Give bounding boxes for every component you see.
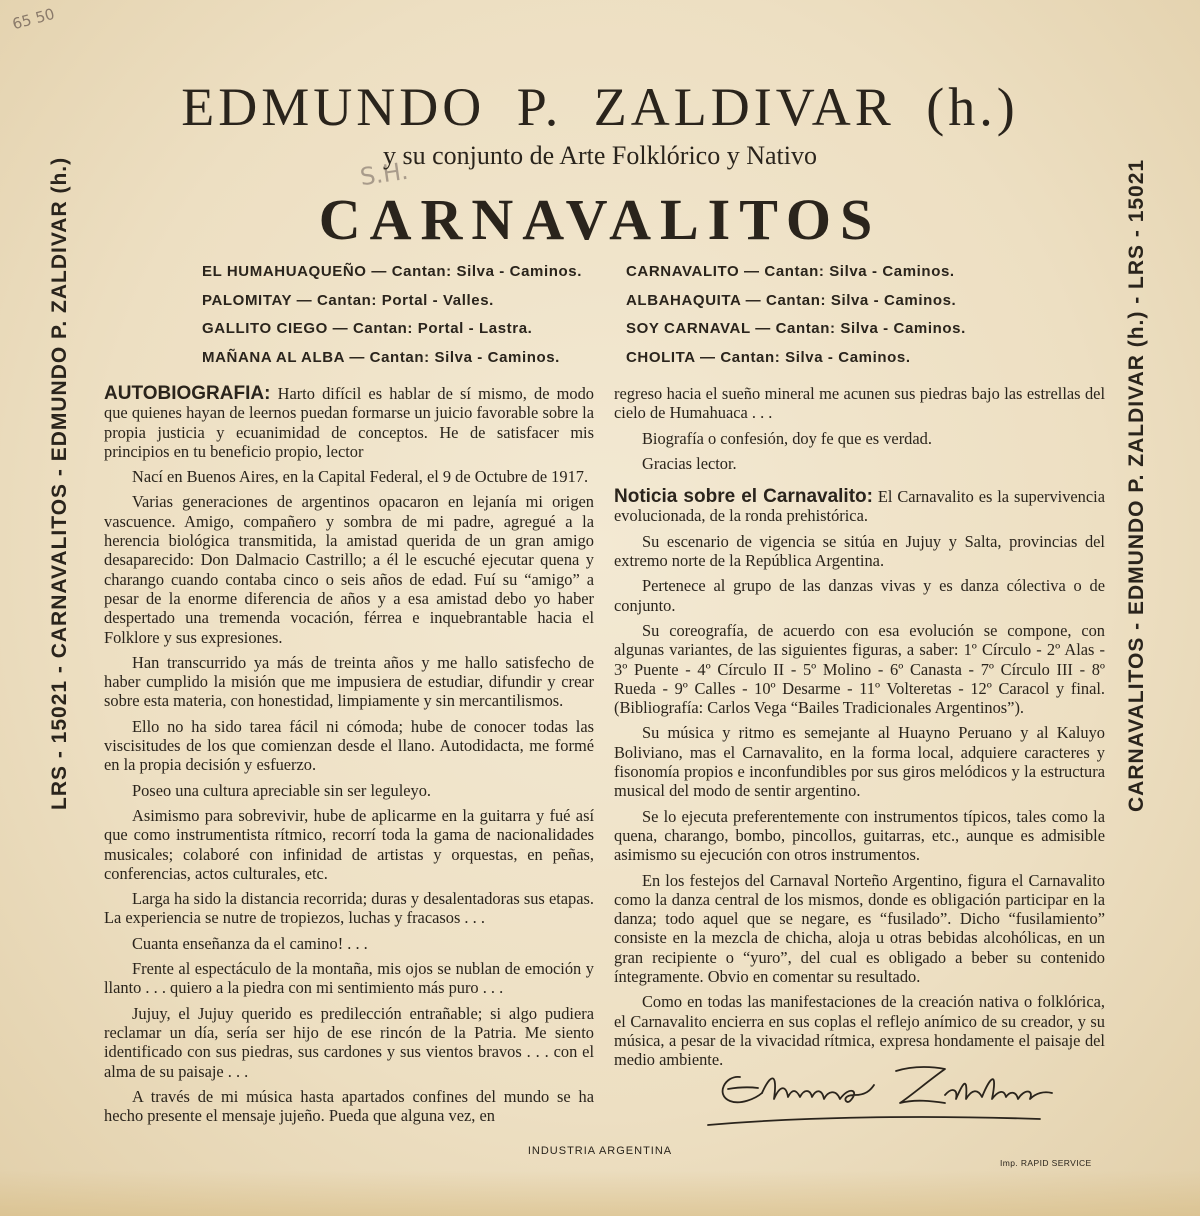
printer-credit: Imp. RAPID SERVICE — [1000, 1158, 1092, 1168]
track-item: SOY CARNAVAL — Cantan: Silva - Caminos. — [626, 320, 966, 337]
right-column — [614, 384, 1105, 1076]
spine-text-right: CARNAVALITOS - EDMUNDO P. ZALDIVAR (h.) - LRS - 15021 — [1125, 158, 1148, 812]
paragraph: Su coreografía, de acuerdo con esa evolución se compone, con algunas variantes, de las siguientes figuras, a saber: 1º Círculo - 2º Alas - 3º Puente - 4º Círculo II - 5º Molino - 6º Canasta - 7º Círculo III - 8º Rueda - 9º Calles - 10º Desarme - 11º Volteretas - 12º Caracol y final. (Bibliografía: Carlos Vega “Bailes Tradicionales Argentinos”). — [614, 620, 1105, 718]
autobiography-heading: AUTOBIOGRAFIA: — [104, 383, 271, 404]
pencil-initials-note: S.H. — [358, 156, 410, 192]
pencil-price-note: 65 50 — [10, 4, 57, 34]
paragraph: Su música y ritmo es semejante al Huayno Peruano y al Kaluyo Boliviano, mas el Carnavalito, en la forma local, adquiere caracteres y fisonomía propios e inconfundibles por sus giros melódicos y la estructura musical del modo de sentir argentino. — [614, 723, 1105, 801]
tracklist-side-a — [202, 258, 582, 372]
paragraph: Biografía o confesión, doy fe que es verdad. — [642, 428, 932, 448]
paragraph: Asimismo para sobrevivir, hube de aplicarme en la guitarra y fué así que como instrumentista rítmico, recorrí toda la gama de nacionalidades musicales; colaboré con infinidad de artistas y orquestas, en peñas, conferencias, actos culturales, etc. — [104, 805, 594, 883]
paragraph: Larga ha sido la distancia recorrida; duras y desalentadoras sus etapas. La experiencia se nutre de tropiezos, luchas y fracasos . . . — [104, 889, 594, 928]
autobiography-intro — [104, 384, 594, 461]
paragraph: En los festejos del Carnaval Norteño Argentino, figura el Carnavalito como la danza central de los mismos, donde es obligación participar en la danza; todo aquel que se negare, es “fusilado”. Dicho “fusilamiento” consiste en la mezcla de chicha, aloja u otras bebidas alcohólicas, en un gran recipiente o “yuro”, del cual es obligado a beber su contenido íntegramente. Obvio en comentar su resultado. — [614, 870, 1105, 987]
spine-text-left: LRS - 15021 - CARNAVALITOS - EDMUNDO P. ZALDIVAR (h.) — [48, 156, 71, 810]
paragraph: Nací en Buenos Aires, en la Capital Federal, el 9 de Octubre de 1917. — [132, 467, 589, 487]
track-item: MAÑANA AL ALBA — Cantan: Silva - Caminos. — [202, 348, 560, 366]
paragraph: Varias generaciones de argentinos opacaron en lejanía mi origen vascuence. Amigo, compañero y sombra de mi padre, agregué a la herencia biológica transmitida, la amistad querida de un gran amigo desaparecido: Don Dalmacio Castrillo; a él le escuché ejecutar quena y charango cuando contaba cinco o seis años de edad. Fuí su “amigo” a pesar de la enorme diferencia de años y a esa amistad debo yo haber despertado una tremenda vocación, férrea e inquebrantable hacia el Folklore y sus expresiones. — [104, 492, 594, 647]
paragraph: Gracias lector. — [642, 453, 737, 473]
track-item: PALOMITAY — Cantan: Portal - Valles. — [202, 291, 494, 309]
carnavalito-heading: Noticia sobre el Carnavalito: — [614, 486, 873, 508]
ensemble-subtitle: y su conjunto de Arte Folklórico y Nativo — [382, 141, 817, 170]
paragraph: Pertenece al grupo de las danzas vivas y es danza cólectiva o de conjunto. — [614, 576, 1105, 615]
artist-name: EDMUNDO P. ZALDIVAR (h.) — [181, 77, 1019, 137]
album-title: CARNAVALITOS — [318, 187, 882, 252]
paragraph: Han transcurrido ya más de treinta años y me hallo satisfecho de haber cumplido la misión que me impusiera de estudiar, difundir y crear sobre esta materia, con honestidad, limpiamente y sin mercantilismos. — [104, 652, 594, 711]
carnavalito-intro — [614, 487, 1105, 526]
tracklist-side-b — [626, 258, 966, 372]
track-item: EL HUMAHUAQUEÑO — Cantan: Silva - Caminos. — [202, 263, 582, 280]
paper-stain — [0, 1170, 1200, 1216]
track-item: GALLITO CIEGO — Cantan: Portal - Lastra. — [202, 320, 533, 337]
paragraph: Poseo una cultura apreciable sin ser leguleyo. — [132, 780, 432, 800]
paragraph: Frente al espectáculo de la montaña, mis ojos se nublan de emoción y llanto . . . quiero a la piedra con mi sentimiento más puro . . . — [104, 959, 594, 998]
track-item: CHOLITA — Cantan: Silva - Caminos. — [626, 348, 911, 366]
autobiography-column — [104, 384, 594, 1131]
paragraph: Jujuy, el Jujuy querido es predilección entrañable; si algo pudiera reclamar un día, sería ser hijo de ese rincón de la Patria. Me siento identificado con sus piedras, sus cardones y sus vientos bravos . . . con el alma de su paisaje . . . — [104, 1003, 594, 1081]
paragraph: Como en todas las manifestaciones de la creación nativa o folklórica, el Carnavalito encierra en sus coplas el reflejo anímico de su creador, y su música, a pesar de la vivacidad rítmica, expresa hondamente el paisaje del medio ambiente. — [614, 992, 1105, 1070]
autobiography-continuation: regreso hacia el sueño mineral me acunen sus piedras bajo las estrellas del cielo de Humahuaca . . . — [614, 384, 1105, 423]
paragraph: A través de mi música hasta apartados confines del mundo se ha hecho presente el mensaje jujeño. Pueda que alguna vez, en — [104, 1086, 594, 1126]
track-item: ALBAHAQUITA — Cantan: Silva - Caminos. — [626, 291, 957, 309]
paragraph: Se lo ejecuta preferentemente con instrumentos típicos, tales como la quena, charango, bombo, pincollos, guitarras, etc., aunque es admisible asimismo su ejecución con otros instrumentos. — [614, 806, 1105, 865]
autobiography-intro-text: Harto difícil es hablar de sí mismo, de modo que quienes hayan de leernos puedan formarse un juicio favorable sobre la propia justicia y ecuanimidad de conceptos. He de satisfacer mis principios en tu beneficio propio, lector — [104, 384, 594, 461]
paragraph: Su escenario de vigencia se sitúa en Jujuy y Salta, provincias del extremo norte de la República Argentina. — [614, 531, 1105, 571]
track-item: CARNAVALITO — Cantan: Silva - Caminos. — [626, 263, 955, 280]
carnavalito-intro-text: El Carnavalito es la supervivencia evolucionada, de la ronda prehistórica. — [614, 487, 1105, 526]
paragraph: Ello no ha sido tarea fácil ni cómoda; hube de conocer todas las viscisitudes de los que comienzan desde el llano. Autodidacta, me formé en la propia decisión y esfuerzo. — [104, 716, 594, 775]
country-of-manufacture: INDUSTRIA ARGENTINA — [527, 1145, 673, 1157]
paragraph: Cuanta enseñanza da el camino! . . . — [132, 933, 368, 953]
handwritten-signature — [700, 1055, 1080, 1145]
